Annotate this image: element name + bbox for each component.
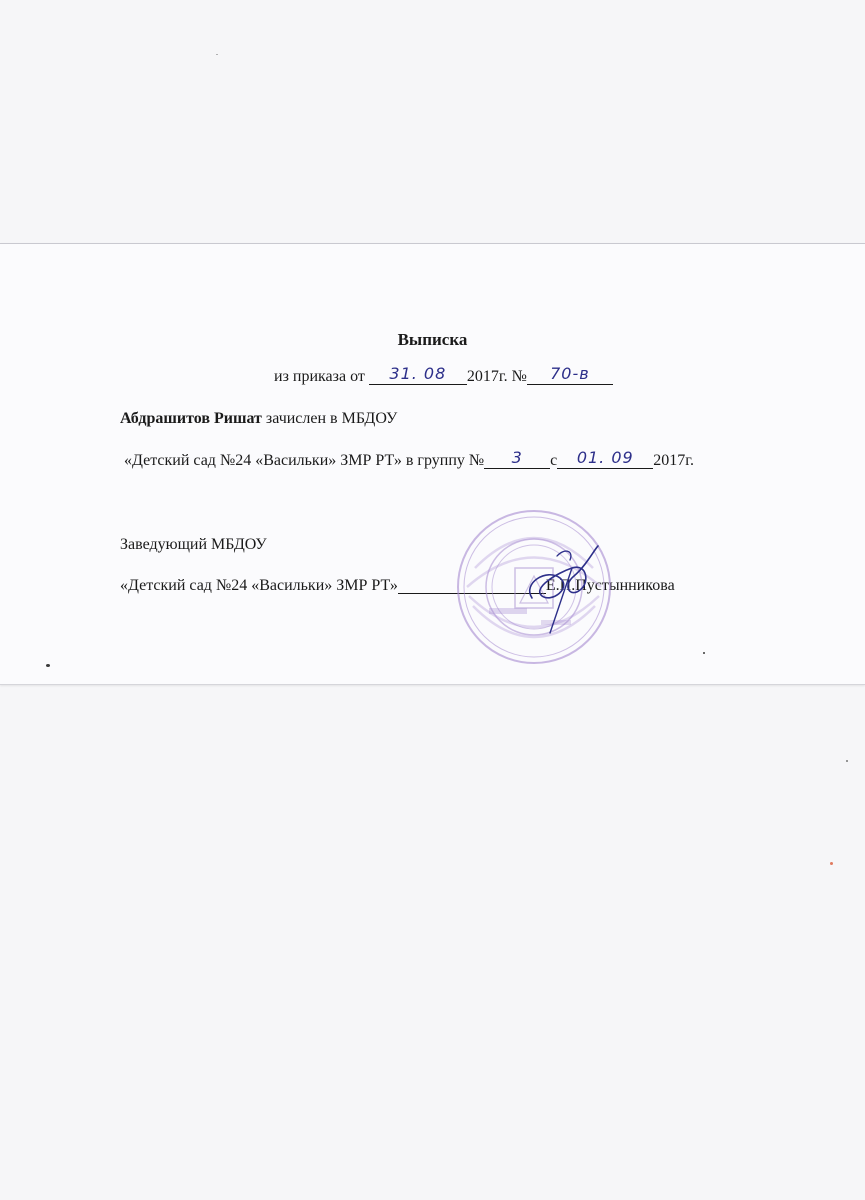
signature-org: «Детский сад №24 «Васильки» ЗМР РТ» [120,577,398,594]
group-number-field [484,448,550,469]
document-title: Выписка [397,330,468,349]
enrollment-line [120,410,397,428]
signature-name: Е.П.Пустынникова [545,577,675,594]
scan-speck [830,862,833,865]
group-number-handwritten: 3 [511,448,523,467]
group-line [124,448,695,470]
scan-speck [46,664,50,667]
scan-speck [216,54,218,55]
order-line [274,364,613,386]
signature-field [398,579,546,594]
scan-speck [703,652,705,654]
enrollment-text: зачислен в МБДОУ [261,410,398,427]
order-year-suffix: 2017г. № [466,368,527,385]
group-prefix: «Детский сад №24 «Васильки» ЗМР РТ» в группу № [124,452,485,469]
group-middle: с [550,452,558,469]
group-suffix: 2017г. [653,452,695,469]
order-prefix: из приказа от [274,368,365,385]
order-number-handwritten: 70-в [550,364,590,383]
head-title: Заведующий МБДОУ [120,536,267,553]
order-date-field [369,364,467,385]
order-date-handwritten: 31. 08 [389,364,447,383]
scan-speck [846,760,848,762]
group-date-field [557,448,653,469]
group-date-handwritten: 01. 09 [576,448,634,467]
signature-line [120,577,675,595]
child-name: Абдрашитов Ришат [120,410,262,427]
order-number-field [527,364,613,385]
